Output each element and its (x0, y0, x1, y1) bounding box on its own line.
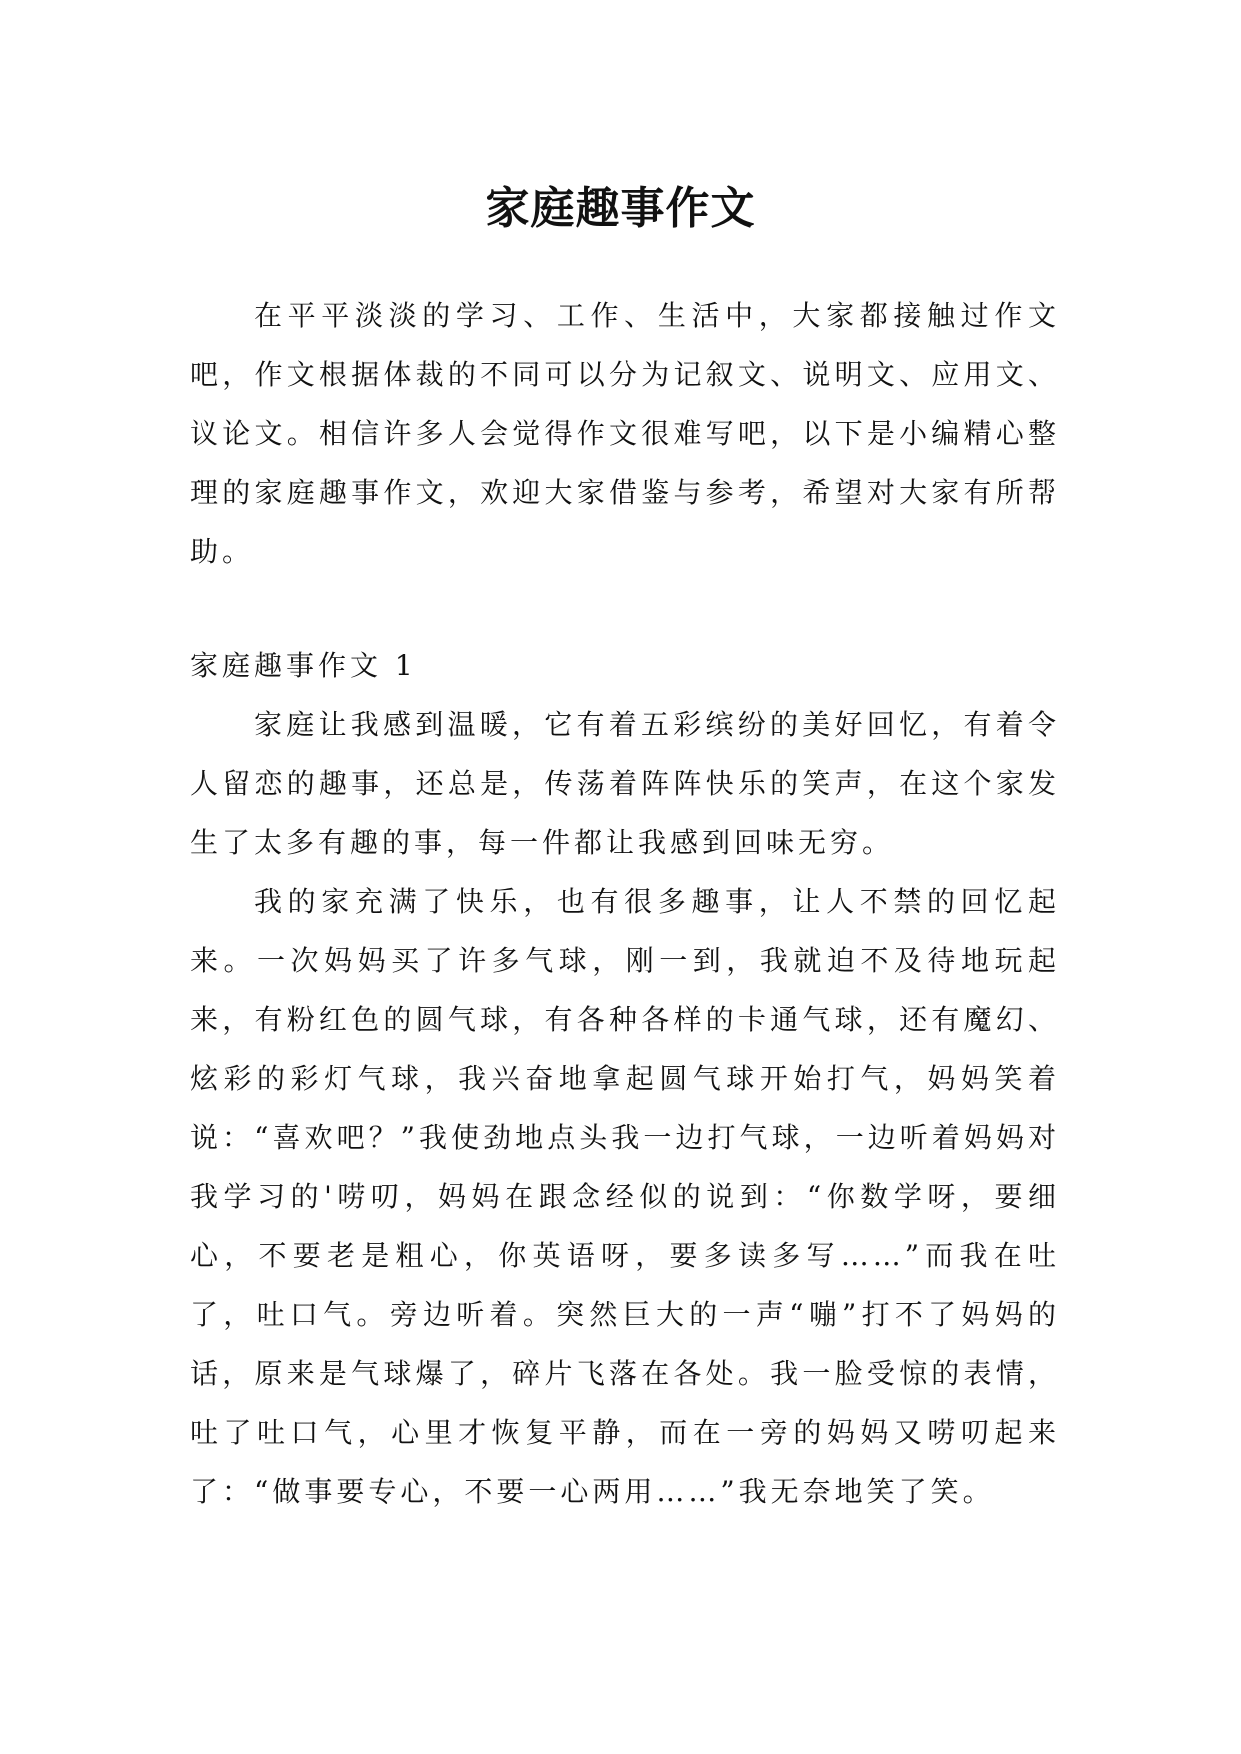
essay-paragraph-1: 家庭让我感到温暖，它有着五彩缤纷的美好回忆，有着令人留恋的趣事，还总是，传荡着阵阵快乐的笑声，在这个家发生了太多有趣的事，每一件都让我感到回味无穷。 (190, 708, 1060, 859)
document-title: 家庭趣事作文 (485, 183, 756, 235)
essay-paragraph-2: 我的家充满了快乐，也有很多趣事，让人不禁的回忆起来。一次妈妈买了许多气球，刚一到，我就迫不及待地玩起来，有粉红色的圆气球，有各种各样的卡通气球，还有魔幻、炫彩的彩灯气球，我兴奋地拿起圆气球开始打气，妈妈笑着说：“喜欢吧？”我使劲地点头我一边打气球，一边听着妈妈对我学习的'唠叨，妈妈在跟念经似的说到：“你数学呀，要细心，不要老是粗心，你英语呀，要多读多写……”而我在吐了，吐口气。旁边听着。突然巨大的一声“嘣”打不了妈妈的话，原来是气球爆了，碎片飞落在各处。我一脸受惊的表情，吐了吐口气，心里才恢复平静，而在一旁的妈妈又唠叨起来了：“做事要专心，不要一心两用……”我无奈地笑了笑。 (190, 885, 1060, 1508)
essay-section (190, 636, 1060, 1521)
intro-block (190, 286, 1060, 581)
section-heading: 家庭趣事作文 1 (190, 649, 417, 682)
intro-paragraph: 在平平淡淡的学习、工作、生活中，大家都接触过作文吧，作文根据体裁的不同可以分为记叙文、说明文、应用文、议论文。相信许多人会觉得作文很难写吧，以下是小编精心整理的家庭趣事作文，欢迎大家借鉴与参考，希望对大家有所帮助。 (190, 299, 1060, 568)
